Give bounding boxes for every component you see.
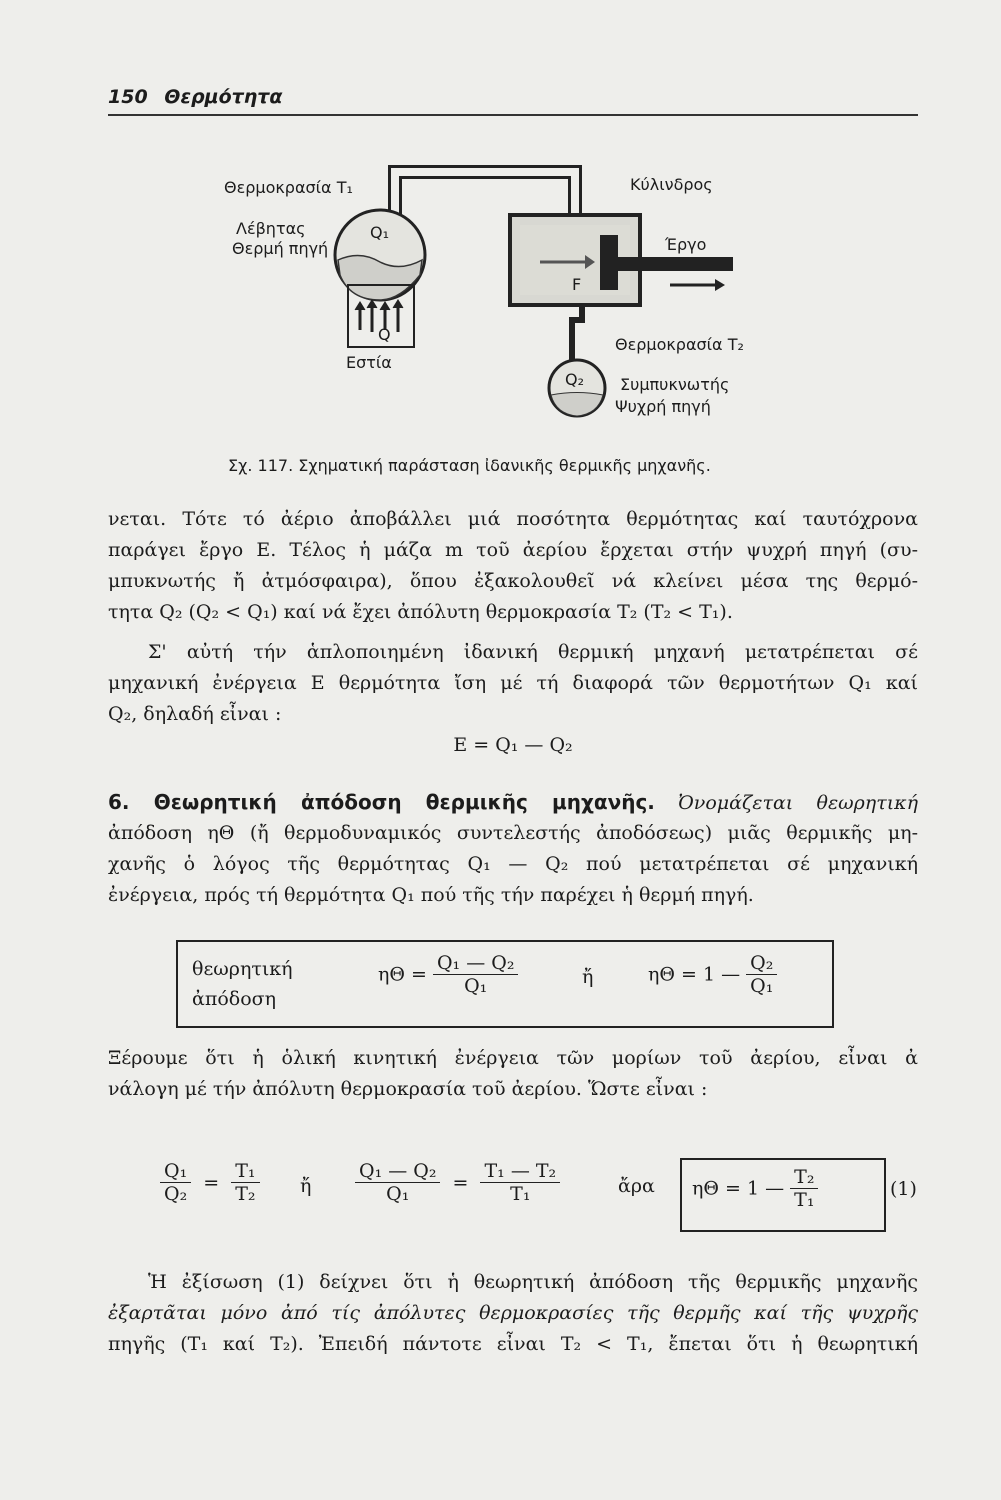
fraction-denominator: T₁	[794, 1189, 815, 1211]
page-number: 150	[108, 86, 148, 108]
fraction-1	[433, 952, 518, 997]
equation-number: (1)	[890, 1178, 917, 1200]
result-formula	[692, 1166, 818, 1211]
efficiency-formula-box	[176, 940, 834, 1028]
text-line: νεται. Τότε τό ἀέριο ἀποβάλλει μιά ποσότητα θερμότητας καί ταυτόχρονα	[108, 508, 918, 530]
header-rule	[108, 114, 918, 116]
page-header	[108, 86, 918, 108]
or-word: ἤ	[582, 966, 594, 988]
text-fragment: Ὀνομάζεται θεωρητική	[678, 792, 918, 814]
fraction-q-difference	[355, 1160, 440, 1205]
box-label-line2: ἀπόδοση	[192, 988, 276, 1010]
box-label-line1: θεωρητική	[192, 958, 293, 980]
fraction-numerator: T₁	[231, 1160, 259, 1183]
fraction-2	[746, 952, 777, 997]
text-line: ἀπόδοση ηΘ (ἤ θερμοδυναμικός συντελεστής ἀποδόσεως) μιᾶς θερμικῆς μη-	[108, 822, 918, 844]
fraction-numerator: Q₁	[160, 1160, 191, 1183]
label-condenser: Συμπυκνωτής	[620, 375, 730, 394]
piston-rod	[618, 257, 733, 271]
box-label	[192, 954, 293, 1014]
equation-energy: E = Q₁ — Q₂	[453, 734, 573, 756]
result-formula-box	[680, 1158, 886, 1232]
text-line: Ἡ ἐξίσωση (1) δείχνει ὅτι ἡ θεωρητική ἀπόδοση τῆς θερμικῆς μηχανῆς	[148, 1271, 918, 1293]
label-q1-lower: Q	[378, 325, 391, 344]
label-work: Έργο	[665, 235, 707, 254]
chapter-title: Θερμότητα	[164, 86, 283, 108]
fraction-numerator: T₂	[790, 1166, 818, 1189]
text-line: παράγει ἔργο Ε. Τέλος ἡ μάζα m τοῦ ἀερίου ἔρχεται στήν ψυχρή πηγή (συ-	[108, 539, 918, 561]
label-hot-source: Θερμή πηγή	[232, 239, 329, 258]
text-line: ἐνέργεια, πρός τή θερμότητα Q₁ πού τῆς τήν παρέχει ἡ θερμή πηγή.	[108, 884, 754, 906]
eta-symbol: ηΘ =	[378, 963, 427, 986]
text-line: Ξέρουμε ὅτι ἡ ὁλική κινητική ἐνέργεια τῶν μορίων τοῦ ἀερίου, εἶναι ἀ	[108, 1047, 918, 1069]
label-q2: Q₂	[565, 370, 585, 389]
fraction-denominator: T₂	[235, 1183, 256, 1205]
or-word: ἤ	[300, 1175, 312, 1197]
fraction-denominator: Q₂	[164, 1183, 188, 1205]
section-6	[108, 787, 918, 911]
label-q1: Q₁	[370, 223, 390, 242]
label-hearth: Εστία	[346, 353, 392, 372]
difference-equation	[355, 1160, 560, 1205]
fraction-numerator: Q₁ — Q₂	[433, 952, 518, 975]
text-line: πηγῆς (T₁ καί T₂). Ἐπειδή πάντοτε εἶναι T₂ < T₁, ἔπεται ὅτι ἡ θεωρητική	[108, 1333, 918, 1355]
eta-symbol: ηΘ = 1 —	[692, 1177, 785, 1200]
paragraph-4	[108, 1267, 918, 1360]
fraction-numerator: Q₁ — Q₂	[355, 1160, 440, 1183]
paragraph-1	[108, 504, 918, 628]
paragraph-2	[108, 637, 918, 761]
figure-caption: Σχ. 117. Σχηματική παράσταση ἰδανικῆς θερμικῆς μηχανῆς.	[228, 456, 711, 475]
heat-engine-diagram	[210, 150, 790, 450]
text-line: Σ' αὐτή τήν ἁπλοποιημένη ἰδανική θερμική μηχανή μετατρέπεται σέ	[148, 641, 918, 663]
text-line: ἐξαρτᾶται μόνο ἀπό τίς ἀπόλυτες θερμοκρασίες τῆς θερμῆς καί τῆς ψυχρῆς	[108, 1302, 918, 1324]
label-cylinder: Κύλινδρος	[630, 175, 713, 194]
text-line: νάλογη μέ τήν ἀπόλυτη θερμοκρασία τοῦ ἀερίου. Ὥστε εἶναι :	[108, 1078, 708, 1100]
paragraph-3	[108, 1043, 918, 1105]
label-temp1: Θερμοκρασία T₁	[224, 178, 353, 197]
text-line: τητα Q₂ (Q₂ < Q₁) καί νά ἔχει ἀπόλυτη θερμοκρασία T₂ (T₂ < T₁).	[108, 601, 733, 623]
ratio-equation	[160, 1160, 260, 1205]
equals-sign: =	[452, 1171, 469, 1194]
label-temp2: Θερμοκρασία T₂	[615, 335, 744, 354]
text-line: χανῆς ὁ λόγος τῆς θερμότητας Q₁ — Q₂ πού μετατρέπεται σέ μηχανική	[108, 853, 918, 875]
label-force: F	[572, 275, 582, 294]
equals-sign: =	[203, 1171, 220, 1194]
label-cold-source: Ψυχρή πηγή	[615, 397, 711, 416]
eta-symbol: ηΘ = 1 —	[648, 963, 741, 986]
text-line: μηχανική ἐνέργεια Ε θερμότητα ἴση μέ τή διαφορά τῶν θερμοτήτων Q₁ καί	[108, 672, 918, 694]
fraction-numerator: T₁ — T₂	[480, 1160, 560, 1183]
section-title: 6. Θεωρητική ἀπόδοση θερμικῆς μηχανῆς.	[108, 790, 655, 814]
fraction-denominator: T₁	[510, 1183, 531, 1205]
section-first-line	[108, 787, 918, 818]
fraction-t1-t2	[231, 1160, 259, 1205]
fraction-numerator: Q₂	[746, 952, 777, 975]
fraction-denominator: Q₁	[386, 1183, 410, 1205]
formula-1	[378, 952, 518, 997]
text-line: Q₂, δηλαδή εἶναι :	[108, 703, 282, 725]
fraction-t-difference	[480, 1160, 560, 1205]
fraction-q1-q2	[160, 1160, 191, 1205]
fraction-denominator: Q₁	[464, 975, 488, 997]
formula-2	[648, 952, 777, 997]
text-line: μπυκνωτής ἤ ἀτμόσφαιρα), ὅπου ἐξακολουθεῖ νά κλείνει μέσα της θερμό-	[108, 570, 918, 592]
label-boiler: Λέβητας	[236, 219, 306, 238]
therefore-word: ἄρα	[618, 1175, 655, 1197]
fraction-t2-t1	[790, 1166, 818, 1211]
piston-icon	[600, 235, 618, 290]
fraction-denominator: Q₁	[750, 975, 774, 997]
